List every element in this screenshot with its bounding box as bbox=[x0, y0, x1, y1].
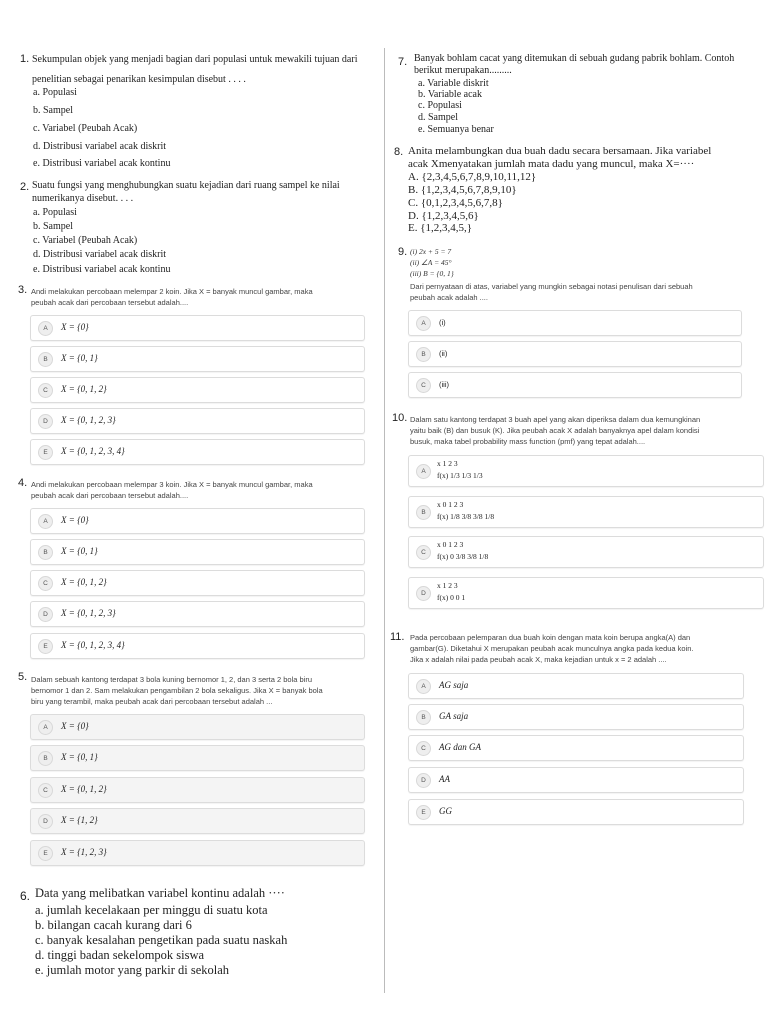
option-text: X = {0} bbox=[61, 721, 89, 731]
option-d[interactable]: d. Distribusi variabel acak diskrit bbox=[33, 249, 167, 260]
question-text: Suatu fungsi yang menghubungkan suatu kejadian dari ruang sampel ke nilai numerikanya disebut. . . . bbox=[32, 180, 340, 204]
option-text: (i) bbox=[439, 318, 446, 327]
question-number: 3. bbox=[18, 284, 28, 296]
question-number: 5. bbox=[18, 671, 28, 683]
option-text: X = {0, 1, 2, 3} bbox=[61, 608, 116, 618]
option-e[interactable]: E. {1,2,3,4,5,} bbox=[408, 222, 473, 234]
option-letter: D bbox=[38, 814, 53, 829]
question-number: 6. bbox=[20, 889, 31, 903]
question-text: Andi melakukan percobaan melempar 2 koin. Jika X = banyak muncul gambar, maka peubah acak dari percobaan tersebut adalah.... bbox=[31, 287, 313, 307]
option-text: GG bbox=[439, 806, 452, 816]
option-e[interactable] bbox=[408, 799, 744, 825]
pmf-f-row: f(x) 1/8 3/8 3/8 1/8 bbox=[437, 512, 495, 521]
option-text: AG saja bbox=[439, 680, 469, 690]
option-letter: D bbox=[416, 773, 431, 788]
question-number: 11. bbox=[390, 631, 405, 643]
question-text: Sekumpulan objek yang menjadi bagian dari populasi untuk mewakili tujuan dari penelitian sebagai penarikan kesimpulan disebut . . . . bbox=[32, 54, 358, 85]
option-d[interactable]: D. {1,2,3,4,5,6} bbox=[408, 210, 479, 222]
option-e[interactable] bbox=[30, 439, 365, 465]
option-letter: A bbox=[416, 464, 431, 479]
option-letter: E bbox=[416, 805, 431, 820]
option-letter: E bbox=[38, 639, 53, 654]
option-b[interactable]: b. Sampel bbox=[33, 105, 73, 116]
option-letter: C bbox=[38, 383, 53, 398]
option-text: AA bbox=[439, 774, 450, 784]
option-b[interactable] bbox=[408, 704, 744, 730]
option-b[interactable] bbox=[30, 745, 365, 771]
option-letter: B bbox=[38, 751, 53, 766]
option-c[interactable]: C. {0,1,2,3,4,5,6,7,8} bbox=[408, 197, 503, 209]
pmf-f-row: f(x) 0 3/8 3/8 1/8 bbox=[437, 552, 489, 561]
option-a[interactable] bbox=[30, 508, 365, 534]
statement-list: (i) 2x + 5 = 7 (ii) ∠A = 45° (iii) B = {0, 1} bbox=[410, 247, 454, 278]
option-c[interactable]: c. Variabel (Peubah Acak) bbox=[33, 235, 138, 246]
option-letter: C bbox=[416, 378, 431, 393]
option-letter: A bbox=[38, 321, 53, 336]
option-c[interactable] bbox=[408, 372, 742, 398]
option-e[interactable] bbox=[30, 840, 365, 866]
question-text: Banyak bohlam cacat yang ditemukan di sebuah gudang pabrik bohlam. Contoh berikut merupakan......... bbox=[414, 53, 735, 76]
option-text: X = {0, 1, 2} bbox=[61, 577, 107, 587]
option-letter: A bbox=[38, 514, 53, 529]
option-b[interactable] bbox=[30, 539, 365, 565]
option-a[interactable] bbox=[30, 714, 365, 740]
pmf-x-row: x 1 2 3 bbox=[437, 459, 458, 468]
option-b[interactable] bbox=[30, 346, 365, 372]
question-number: 2. bbox=[20, 181, 30, 193]
option-a[interactable] bbox=[408, 310, 742, 336]
pmf-table bbox=[437, 539, 488, 563]
question-text: Anita melambungkan dua buah dadu secara bersamaan. Jika variabel acak Xmenyatakan jumlah mata dadu yang muncul, maka X=···· bbox=[408, 145, 712, 170]
option-text: X = {0, 1} bbox=[61, 353, 98, 363]
option-letter: B bbox=[416, 505, 431, 520]
option-text: X = {0, 1, 2} bbox=[61, 784, 107, 794]
option-letter: B bbox=[38, 545, 53, 560]
option-c[interactable] bbox=[30, 377, 365, 403]
option-text: X = {0, 1, 2} bbox=[61, 384, 107, 394]
option-c[interactable] bbox=[408, 735, 744, 761]
option-text: X = {0} bbox=[61, 322, 89, 332]
question-number: 1. bbox=[20, 53, 30, 65]
question-number: 10. bbox=[392, 412, 408, 424]
option-b[interactable] bbox=[408, 341, 742, 367]
option-b[interactable]: B. {1,2,3,4,5,6,7,8,9,10} bbox=[408, 184, 517, 196]
option-text: X = {1, 2} bbox=[61, 815, 98, 825]
option-text: GA saja bbox=[439, 711, 469, 721]
option-text: (iii) bbox=[439, 380, 449, 389]
option-b[interactable] bbox=[408, 496, 764, 528]
pmf-f-row: f(x) 0 0 1 bbox=[437, 593, 466, 602]
question-text: Pada percobaan pelemparan dua buah koin dengan mata koin berupa angka(A) dan gambar(G). Diketahui X merupakan peubah acak munculnya angka pada kedua koin. Jika x adalah nilai pada peubah acak X, maka kejadian untuk x = 2 adalah .... bbox=[410, 633, 694, 664]
option-a[interactable]: a. Populasi bbox=[33, 87, 77, 98]
pmf-table bbox=[437, 458, 483, 482]
option-e[interactable]: e. jumlah motor yang parkir di sekolah bbox=[35, 963, 230, 977]
option-text: (ii) bbox=[439, 349, 448, 358]
option-letter: B bbox=[38, 352, 53, 367]
pmf-x-row: x 0 1 2 3 bbox=[437, 540, 464, 549]
option-text: X = {0} bbox=[61, 515, 89, 525]
option-letter: D bbox=[38, 607, 53, 622]
option-d[interactable]: d. Sampel bbox=[418, 112, 458, 123]
option-c[interactable]: c. Populasi bbox=[418, 100, 462, 111]
option-letter: D bbox=[416, 586, 431, 601]
option-letter: C bbox=[38, 576, 53, 591]
pmf-x-row: x 0 1 2 3 bbox=[437, 500, 464, 509]
option-b[interactable]: b. bilangan cacah kurang dari 6 bbox=[35, 918, 192, 932]
option-d[interactable] bbox=[408, 767, 744, 793]
option-a[interactable]: a. Variable diskrit bbox=[418, 78, 489, 89]
option-text: X = {0, 1, 2, 3, 4} bbox=[61, 640, 125, 650]
question-number: 4. bbox=[18, 477, 28, 489]
option-d[interactable]: d. tinggi badan sekelompok siswa bbox=[35, 948, 205, 962]
question-number: 8. bbox=[394, 146, 404, 158]
option-text: X = {0, 1, 2, 3} bbox=[61, 415, 116, 425]
option-e[interactable] bbox=[30, 633, 365, 659]
option-text: X = {0, 1, 2, 3, 4} bbox=[61, 446, 125, 456]
question-text: Dalam sebuah kantong terdapat 3 bola kuning bernomor 1, 2, dan 3 serta 2 bola biru bernomor 1 dan 2. Sam melakukan pengambilan 2 bola sekaligus. Jika X = banyak bola biru yang terambil, maka peubah acak dari percobaan tersebut adalah ... bbox=[31, 675, 323, 706]
option-letter: E bbox=[38, 846, 53, 861]
option-letter: B bbox=[416, 347, 431, 362]
column-divider bbox=[384, 48, 385, 993]
pmf-f-row: f(x) 1/3 1/3 1/3 bbox=[437, 471, 483, 480]
question-text: Data yang melibatkan variabel kontinu adalah ···· bbox=[35, 886, 285, 900]
option-c[interactable]: c. Variabel (Peubah Acak) bbox=[33, 123, 138, 134]
option-c[interactable] bbox=[30, 777, 365, 803]
option-a[interactable] bbox=[408, 455, 764, 487]
option-letter: D bbox=[38, 414, 53, 429]
question-number: 7. bbox=[398, 56, 408, 68]
option-b[interactable]: b. Sampel bbox=[33, 221, 73, 232]
question-text: Andi melakukan percobaan melempar 3 koin. Jika X = banyak muncul gambar, maka peubah acak dari percobaan tersebut adalah.... bbox=[31, 480, 313, 500]
option-a[interactable] bbox=[30, 315, 365, 341]
option-b[interactable]: b. Variable acak bbox=[418, 89, 482, 100]
option-c[interactable]: c. banyak kesalahan pengetikan pada suatu naskah bbox=[35, 933, 288, 947]
option-a[interactable]: a. Populasi bbox=[33, 207, 77, 218]
option-e[interactable]: e. Distribusi variabel acak kontinu bbox=[33, 264, 171, 275]
question-text: Dalam satu kantong terdapat 3 buah apel yang akan diperiksa dalam dua kemungkinan yaitu baik (B) dan busuk (K). Jika peubah acak X adalah banyaknya apel dalam kondisi busuk, maka tabel probability mass function (pmf) yang tepat adalah.... bbox=[410, 415, 701, 446]
option-d[interactable]: d. Distribusi variabel acak diskrit bbox=[33, 141, 167, 152]
option-text: X = {0, 1} bbox=[61, 752, 98, 762]
option-c[interactable] bbox=[408, 536, 764, 568]
option-e[interactable]: e. Distribusi variabel acak kontinu bbox=[33, 158, 171, 169]
option-d[interactable] bbox=[30, 808, 365, 834]
option-text: X = {1, 2, 3} bbox=[61, 847, 107, 857]
option-letter: C bbox=[416, 741, 431, 756]
question-text: Dari pernyataan di atas, variabel yang mungkin sebagai notasi penulisan dari sebuah peubah acak adalah .... bbox=[410, 282, 693, 302]
option-letter: E bbox=[38, 445, 53, 460]
pmf-table bbox=[437, 499, 494, 523]
option-letter: C bbox=[416, 545, 431, 560]
option-letter: B bbox=[416, 710, 431, 725]
option-letter: C bbox=[38, 783, 53, 798]
option-c[interactable] bbox=[30, 570, 365, 596]
option-letter: A bbox=[416, 679, 431, 694]
option-a[interactable]: A. {2,3,4,5,6,7,8,9,10,11,12} bbox=[408, 171, 537, 183]
option-d[interactable] bbox=[30, 408, 365, 434]
question-number: 9. bbox=[398, 246, 408, 258]
option-a[interactable]: a. jumlah kecelakaan per minggu di suatu kota bbox=[35, 903, 268, 917]
option-text: X = {0, 1} bbox=[61, 546, 98, 556]
option-d[interactable] bbox=[408, 577, 764, 609]
pmf-x-row: x 1 2 3 bbox=[437, 581, 458, 590]
option-e[interactable]: e. Semuanya benar bbox=[418, 124, 494, 135]
pmf-table bbox=[437, 580, 465, 604]
option-a[interactable] bbox=[408, 673, 744, 699]
option-d[interactable] bbox=[30, 601, 365, 627]
option-letter: A bbox=[416, 316, 431, 331]
option-letter: A bbox=[38, 720, 53, 735]
option-text: AG dan GA bbox=[439, 742, 481, 752]
